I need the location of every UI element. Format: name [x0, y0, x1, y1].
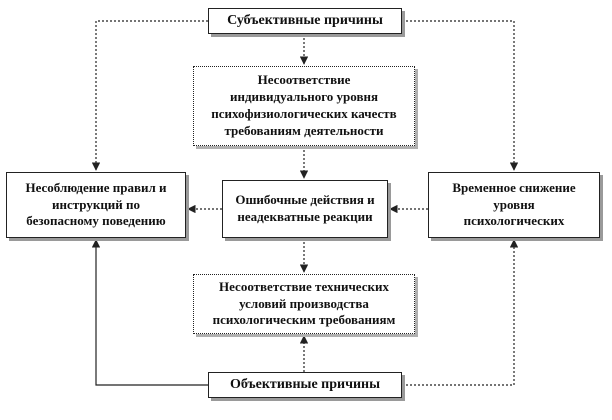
temporary-decline-box: [428, 172, 600, 238]
temporary-decline-line: уровня: [493, 196, 535, 212]
temporary-decline-line: психологических: [463, 213, 565, 229]
technical-mismatch-line: Несоответствие технических: [219, 278, 389, 294]
subjective-causes-line: Субъективные причины: [227, 12, 383, 28]
rules-violation-line: безопасному поведению: [26, 213, 166, 229]
temporary-decline-line: Временное снижение: [452, 179, 576, 195]
individual-mismatch-line: психофизиологических качеств: [211, 106, 397, 121]
objective-causes-box: [208, 372, 402, 398]
individual-mismatch-line: индивидуального уровня: [229, 89, 378, 105]
individual-mismatch-line: требованиям деятельности: [224, 122, 384, 138]
erroneous-actions-box: [222, 180, 388, 238]
connector-subjective-to-temporary: [402, 21, 514, 170]
connector-objective-to-temporary: [402, 240, 514, 385]
erroneous-actions-line: Ошибочные действия и: [235, 192, 375, 208]
rules-violation-box: [6, 172, 186, 238]
technical-mismatch-line: условий производства: [239, 295, 369, 311]
technical-mismatch-line: психологическим требованиям: [212, 312, 396, 328]
individual-mismatch-line: Несоответствие: [257, 72, 351, 88]
subjective-causes-box: [208, 8, 402, 34]
erroneous-actions-line: неадекватные реакции: [237, 209, 373, 224]
rules-violation-line: Несоблюдение правил и: [25, 179, 167, 195]
rules-violation-line: инструкций по: [51, 196, 141, 212]
individual-mismatch-box: [193, 66, 415, 146]
technical-mismatch-box: [193, 274, 415, 334]
connector-subjective-to-rules: [96, 21, 208, 170]
connector-objective-to-rules: [96, 240, 208, 385]
objective-causes-line: Объективные причины: [229, 376, 381, 392]
